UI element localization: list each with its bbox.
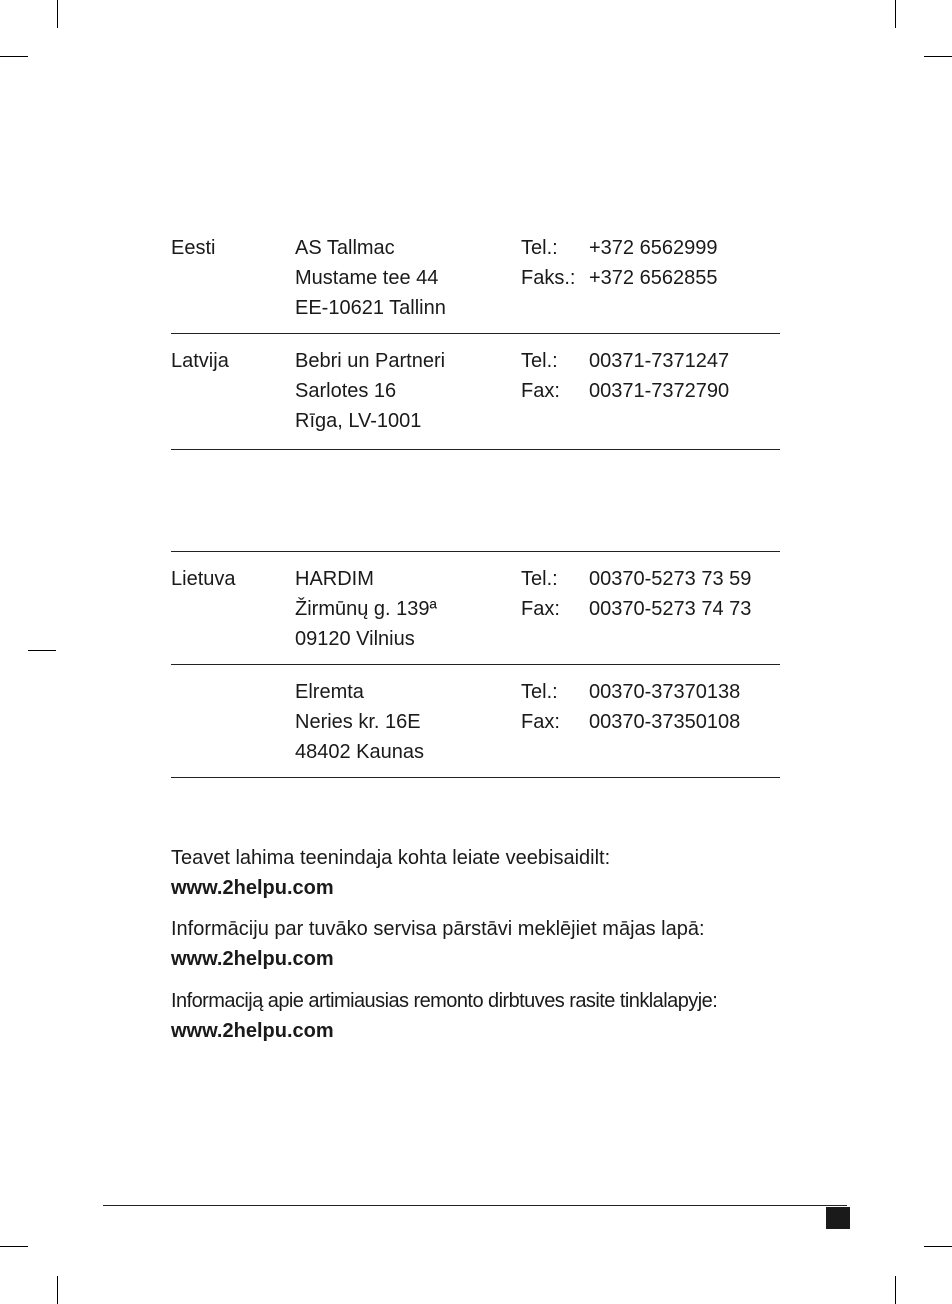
crop-mark — [0, 56, 28, 57]
info-estonian — [171, 843, 610, 903]
company-address — [295, 677, 424, 767]
tel-label: Tel.: — [521, 237, 558, 259]
city-address: Rīga, LV-1001 — [295, 410, 422, 432]
crop-mark — [57, 0, 58, 28]
company-name: AS Tallmac — [295, 237, 395, 259]
fax-label: Fax: — [521, 380, 560, 402]
tel-label: Tel.: — [521, 350, 558, 372]
fax-number: 00370-5273 74 73 — [589, 598, 752, 620]
crop-mark — [0, 1246, 28, 1247]
tel-number: 00370-5273 73 59 — [589, 568, 752, 590]
company-name: HARDIM — [295, 568, 374, 590]
phone-numbers — [589, 346, 729, 406]
company-address — [295, 346, 445, 436]
company-address — [295, 564, 437, 654]
country-name: Latvija — [171, 350, 229, 372]
street-address: Žirmūnų g. 139ª — [295, 598, 437, 620]
website-link[interactable]: www.2helpu.com — [171, 948, 334, 970]
crop-mark — [57, 1276, 58, 1304]
phone-labels — [521, 233, 575, 293]
website-link[interactable]: www.2helpu.com — [171, 1020, 334, 1042]
phone-numbers — [589, 233, 717, 293]
city-address: 48402 Kaunas — [295, 741, 425, 763]
fax-label: Fax: — [521, 598, 560, 620]
company-address — [295, 233, 446, 323]
country-name: Lietuva — [171, 568, 236, 590]
divider — [171, 664, 780, 665]
street-address: Sarlotes 16 — [295, 380, 397, 402]
page-marker — [826, 1207, 850, 1229]
phone-labels — [521, 346, 560, 406]
divider — [171, 551, 780, 552]
fax-number: 00370-37350108 — [589, 711, 741, 733]
tel-number: 00371-7371247 — [589, 350, 730, 372]
fax-label: Fax: — [521, 711, 560, 733]
company-name: Bebri un Partneri — [295, 350, 446, 372]
contact-entry-eesti — [171, 233, 780, 333]
fax-label: Faks.: — [521, 267, 576, 289]
divider — [171, 777, 780, 778]
phone-numbers — [589, 564, 751, 624]
footer-rule — [103, 1205, 847, 1206]
info-latvian — [171, 914, 705, 974]
tel-label: Tel.: — [521, 568, 558, 590]
info-text: Informaciją apie artimiausias remonto dirbtuves rasite tinklalapyje: — [171, 990, 718, 1012]
crop-mark — [924, 56, 952, 57]
tel-number: +372 6562999 — [589, 237, 718, 259]
crop-mark — [924, 1246, 952, 1247]
tel-number: 00370-37370138 — [589, 681, 741, 703]
contact-entry-lietuva — [171, 564, 780, 664]
city-address: 09120 Vilnius — [295, 628, 415, 650]
info-text: Teavet lahima teenindaja kohta leiate veebisaidilt: — [171, 847, 611, 869]
street-address: Neries kr. 16E — [295, 711, 421, 733]
crop-mark — [28, 650, 56, 651]
website-link[interactable]: www.2helpu.com — [171, 877, 334, 899]
info-lithuanian — [171, 986, 717, 1046]
country-name: Eesti — [171, 237, 216, 259]
crop-mark — [895, 1276, 896, 1304]
fax-number: 00371-7372790 — [589, 380, 730, 402]
contact-entry-latvija — [171, 346, 780, 446]
phone-numbers — [589, 677, 740, 737]
city-address: EE-10621 Tallinn — [295, 297, 446, 319]
contact-entry-kaunas — [171, 677, 780, 777]
divider — [171, 449, 780, 450]
phone-labels — [521, 564, 560, 624]
phone-labels — [521, 677, 560, 737]
tel-label: Tel.: — [521, 681, 558, 703]
fax-number: +372 6562855 — [589, 267, 718, 289]
street-address: Mustame tee 44 — [295, 267, 439, 289]
company-name: Elremta — [295, 681, 364, 703]
info-text: Informāciju par tuvāko servisa pārstāvi meklējiet mājas lapā: — [171, 918, 705, 940]
divider — [171, 333, 780, 334]
crop-mark — [895, 0, 896, 28]
